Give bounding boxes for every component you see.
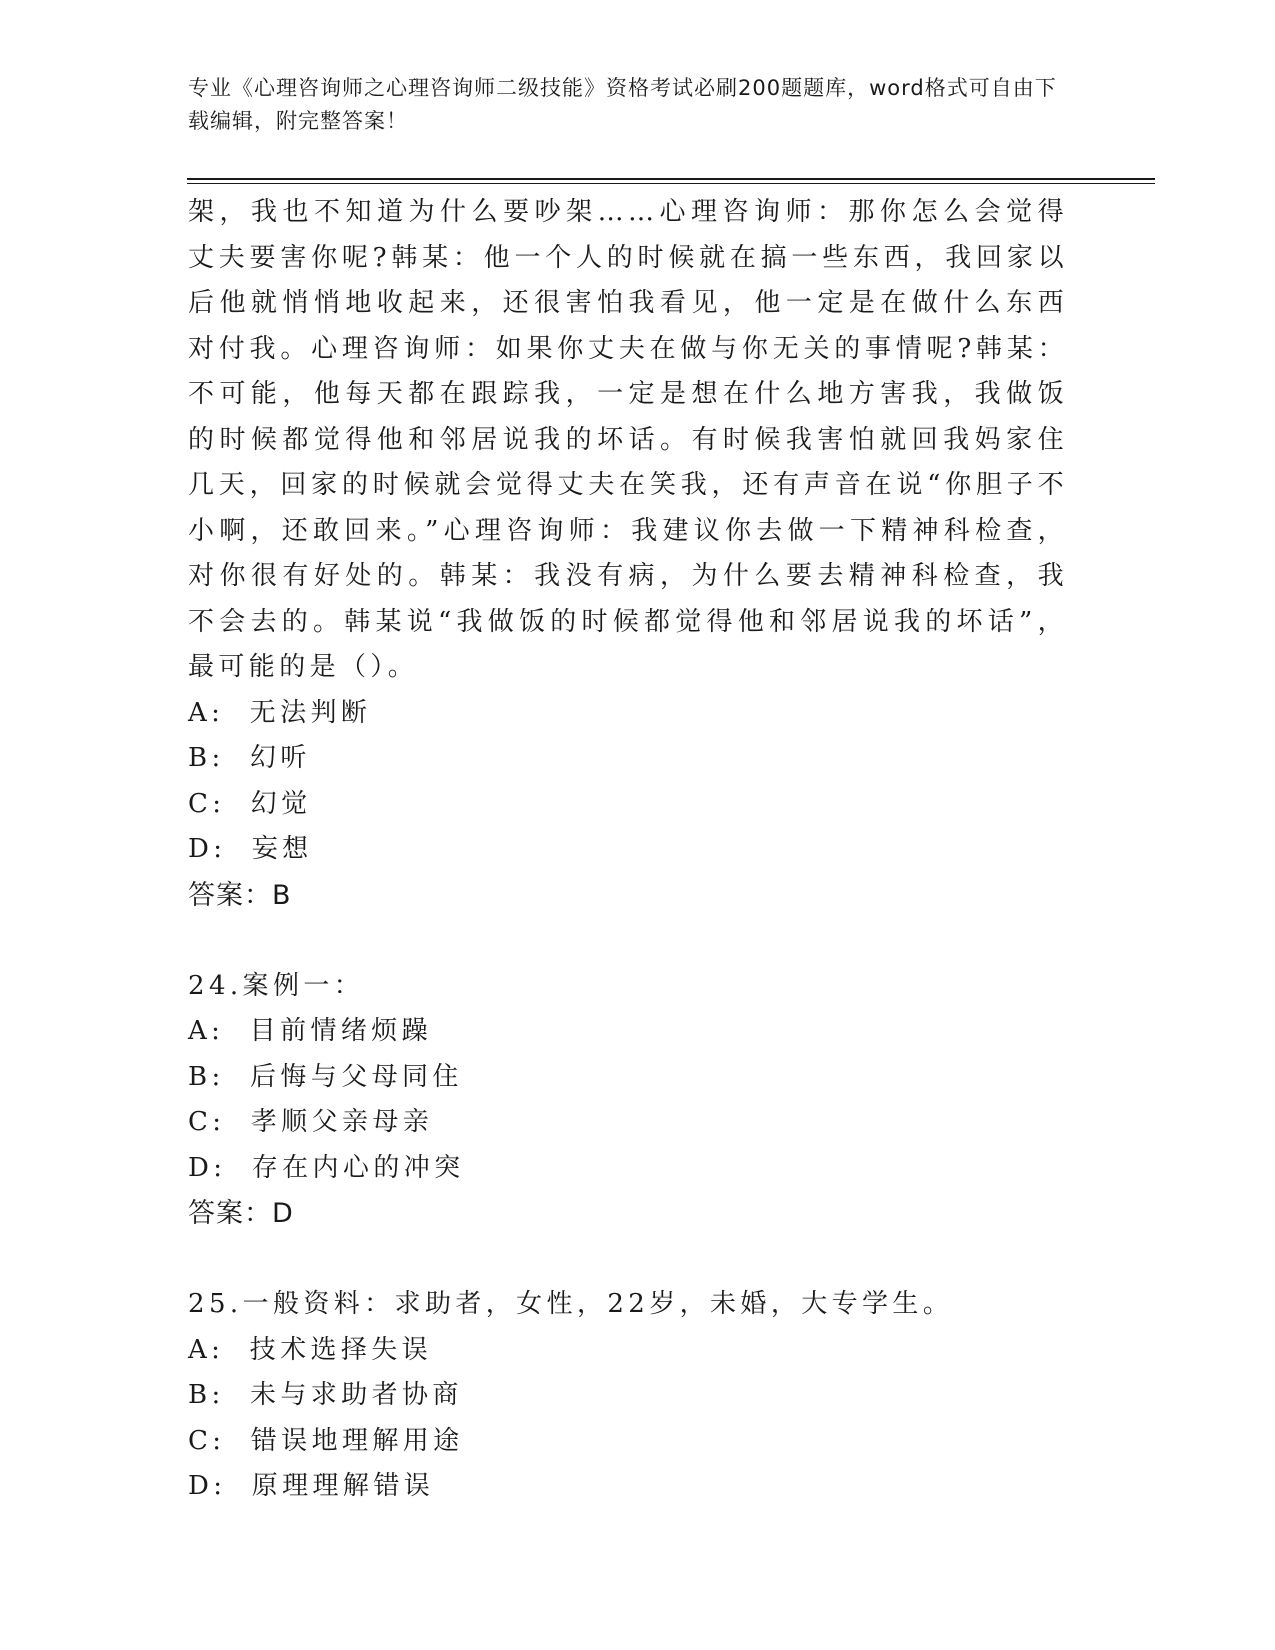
option-d: D: 妄想 [188,834,313,864]
header-rule-thin [187,183,1155,184]
question-25 [188,1282,1068,1510]
question-stem: 架，我也不知道为什么要吵架……心理咨询师：那你怎么会觉得丈夫要害你呢?韩某：他一个人的时候就在搞一些东西，我回家以后他就悄悄地收起来，还很害怕我看见，他一定是在做什么东西对付我。心理咨询师：如果你丈夫在做与你无关的事情呢?韩某：不可能，他每天都在跟踪我，一定是想在什么地方害我，我做饭的时候都觉得他和邻居说我的坏话。有时候我害怕就回我妈家住几天，回家的时候就会觉得丈夫在笑我，还有声音在说“你胆子不小啊，还敢回来。”心理咨询师：我建议你去做一下精神科检查，对你很有好处的。韩某：我没有病，为什么要去精神科检查，我不会去的。韩某说“我做饭的时候都觉得他和邻居说我的坏话”，最可能的是（）。 [188,197,1068,682]
option-d: D: 原理理解错误 [188,1471,435,1501]
question-23 [188,190,1068,918]
spacer [188,918,1068,964]
document-body [188,190,1068,1510]
option-d: D: 存在内心的冲突 [188,1152,465,1183]
option-a: A: 技术选择失误 [188,1334,433,1365]
option-c: C: 错误地理解用途 [188,1425,464,1456]
header-rule-thick [187,178,1155,180]
spacer [188,1237,1068,1283]
option-b: B: 未与求助者协商 [188,1380,463,1410]
document-header: 专业《心理咨询师之心理咨询师二级技能》资格考试必刷200题题库，word格式可自由下载编辑，附完整答案！ [188,76,1057,133]
answer-line: 答案：B [188,879,292,911]
option-a: A: 无法判断 [188,697,372,728]
option-b: B: 幻听 [188,743,311,773]
question-stem: 25.一般资料：求助者，女性，22岁，未婚，大专学生。 [188,1289,954,1319]
option-c: C: 孝顺父亲母亲 [188,1107,434,1137]
question-24 [188,964,1068,1237]
option-b: B: 后悔与父母同住 [188,1061,463,1092]
question-stem: 24.案例一： [188,970,365,1001]
option-a: A: 目前情绪烦躁 [188,1016,433,1046]
option-c: C: 幻觉 [188,788,312,819]
answer-line: 答案：D [188,1198,294,1229]
